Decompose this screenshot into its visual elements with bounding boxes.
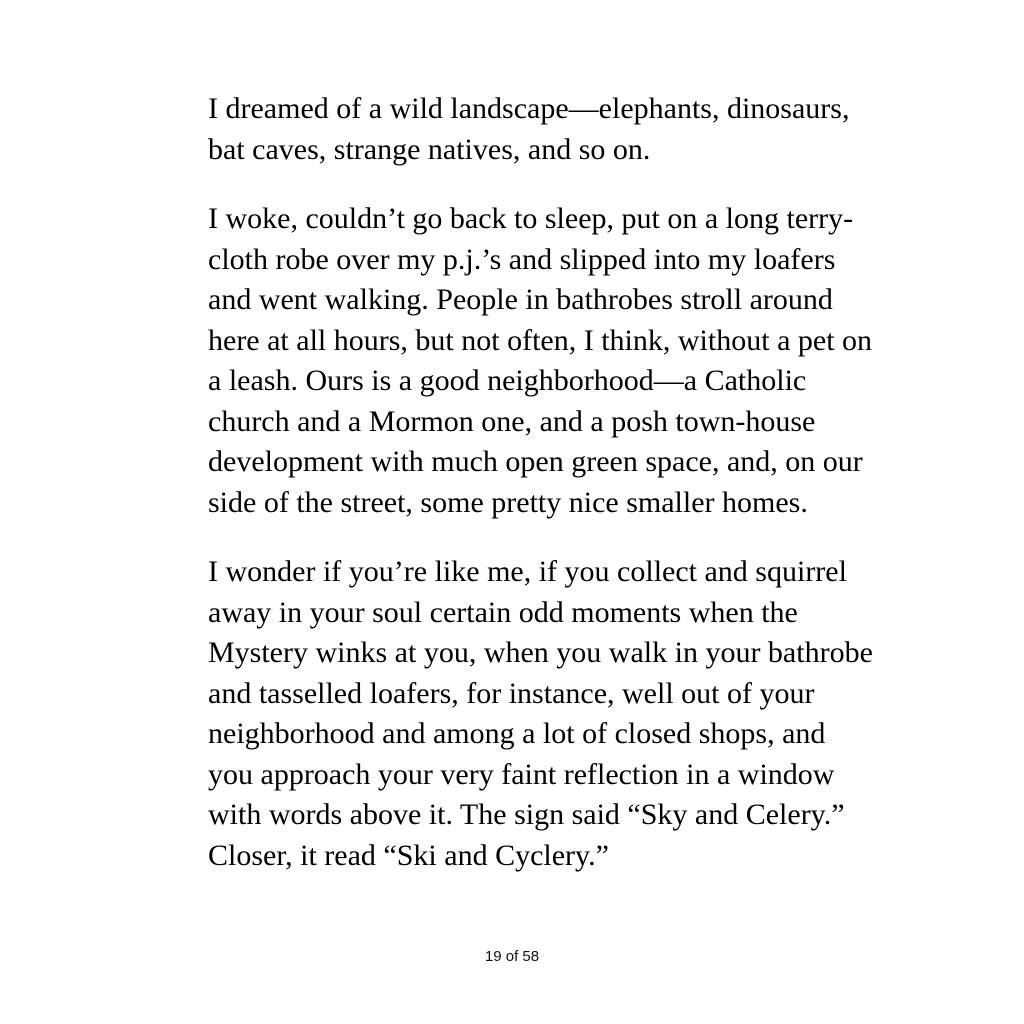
text-line: church and a Mormon one, and a posh town-house bbox=[208, 404, 816, 438]
text-line: here at all hours, but not often, I think, without a pet on bbox=[208, 323, 873, 357]
text-line: cloth robe over my p.j.’s and slipped into my loafers bbox=[208, 242, 836, 276]
paragraph bbox=[208, 89, 850, 170]
text-line: bat caves, strange natives, and so on. bbox=[208, 132, 651, 166]
page-indicator: 19 of 58 bbox=[484, 948, 540, 965]
text-line: and went walking. People in bathrobes stroll around bbox=[208, 283, 833, 316]
text-line: Mystery winks at you, when you walk in your bathrobe bbox=[208, 636, 873, 669]
text-line: I wonder if you’re like me, if you collect and squirrel bbox=[208, 555, 847, 588]
text-line: Closer, it read “Ski and Cyclery.” bbox=[208, 838, 609, 872]
text-line: you approach your very faint reflection in a window bbox=[208, 757, 835, 791]
paragraph bbox=[208, 199, 873, 523]
text-line: with words above it. The sign said “Sky and Celery.” bbox=[208, 798, 845, 831]
text-line: neighborhood and among a lot of closed shops, and bbox=[208, 717, 826, 750]
text-line: a leash. Ours is a good neighborhood—a Catholic bbox=[208, 364, 807, 397]
text-line: I woke, couldn’t go back to sleep, put on a long terry- bbox=[208, 202, 854, 235]
text-line: and tasselled loafers, for instance, well out of your bbox=[208, 676, 815, 710]
text-line: away in your soul certain odd moments when the bbox=[208, 595, 798, 629]
page-text bbox=[208, 89, 873, 876]
paragraph bbox=[208, 552, 873, 876]
text-line: I dreamed of a wild landscape—elephants, dinosaurs, bbox=[208, 92, 850, 125]
text-line: side of the street, some pretty nice smaller homes. bbox=[208, 485, 808, 519]
text-line: development with much open green space, and, on our bbox=[208, 445, 863, 478]
